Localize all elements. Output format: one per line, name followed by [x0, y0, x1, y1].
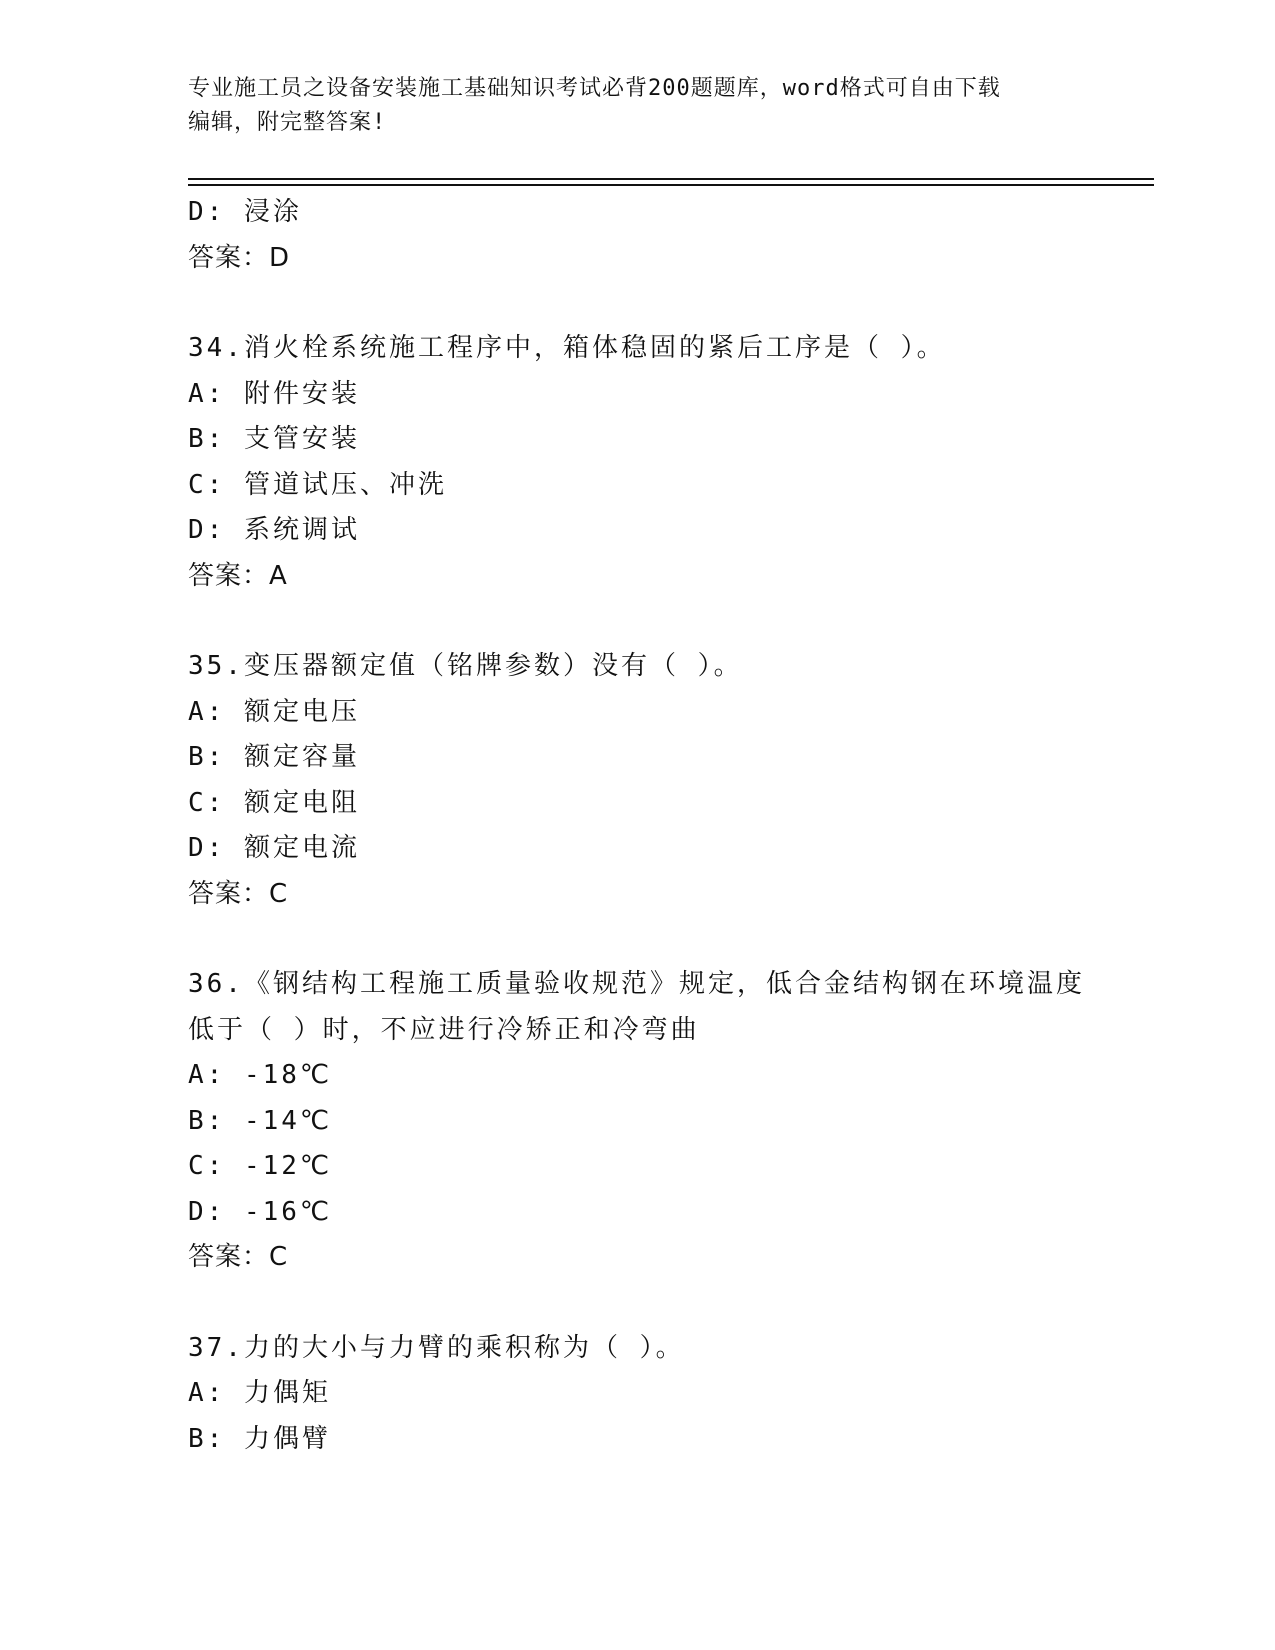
answer-line: 答案：A [188, 560, 288, 591]
spacer [188, 599, 1088, 644]
header-divider-bottom [188, 184, 1154, 186]
option-c: C: 额定电阻 [188, 787, 360, 818]
question-37 [188, 1326, 1088, 1463]
answer-line: 答案：C [188, 878, 289, 909]
question-35 [188, 644, 1088, 917]
option-a: A: 力偶矩 [188, 1378, 331, 1408]
option-b: B: 支管安装 [188, 424, 360, 454]
answer-line: 答案：D [188, 242, 291, 273]
option-b: B: 额定容量 [188, 742, 360, 772]
option-a: A: 附件安装 [188, 378, 360, 409]
option-d: D: 系统调试 [188, 515, 360, 545]
question-list [188, 190, 1088, 1462]
option-b: B: 力偶臂 [188, 1423, 331, 1454]
header-line-1: 专业施工员之设备安装施工基础知识考试必背200题题库，word格式可自由下载 [188, 76, 1001, 101]
option-d: D: 额定电流 [188, 833, 360, 863]
spacer [188, 917, 1088, 962]
question-36 [188, 962, 1088, 1281]
question-text: 35.变压器额定值（铭牌参数）没有（ ）。 [188, 651, 743, 681]
question-34 [188, 326, 1088, 599]
option-b: B: -14℃ [188, 1105, 333, 1136]
question-text: 37.力的大小与力臂的乘积称为（ ）。 [188, 1332, 685, 1363]
option-a: A: 额定电压 [188, 696, 360, 727]
header-line-2: 编辑，附完整答案! [188, 110, 387, 135]
spacer [188, 1281, 1088, 1326]
spacer [188, 281, 1088, 326]
question-text-cont: 低于（ ）时，不应进行冷矫正和冷弯曲 [188, 1014, 700, 1045]
answer-line: 答案：C [188, 1242, 289, 1272]
option-a: A: -18℃ [188, 1060, 333, 1090]
option-d: D: 浸涂 [188, 197, 302, 227]
question-text: 34.消火栓系统施工程序中，箱体稳固的紧后工序是（ ）。 [188, 333, 946, 363]
option-c: C: -12℃ [188, 1151, 333, 1181]
question-text: 36.《钢结构工程施工质量验收规范》规定，低合金结构钢在环境温度 [188, 969, 1085, 999]
option-d: D: -16℃ [188, 1196, 333, 1227]
option-c: C: 管道试压、冲洗 [188, 469, 447, 500]
header-divider-top [188, 178, 1154, 180]
document-header [188, 72, 1068, 140]
